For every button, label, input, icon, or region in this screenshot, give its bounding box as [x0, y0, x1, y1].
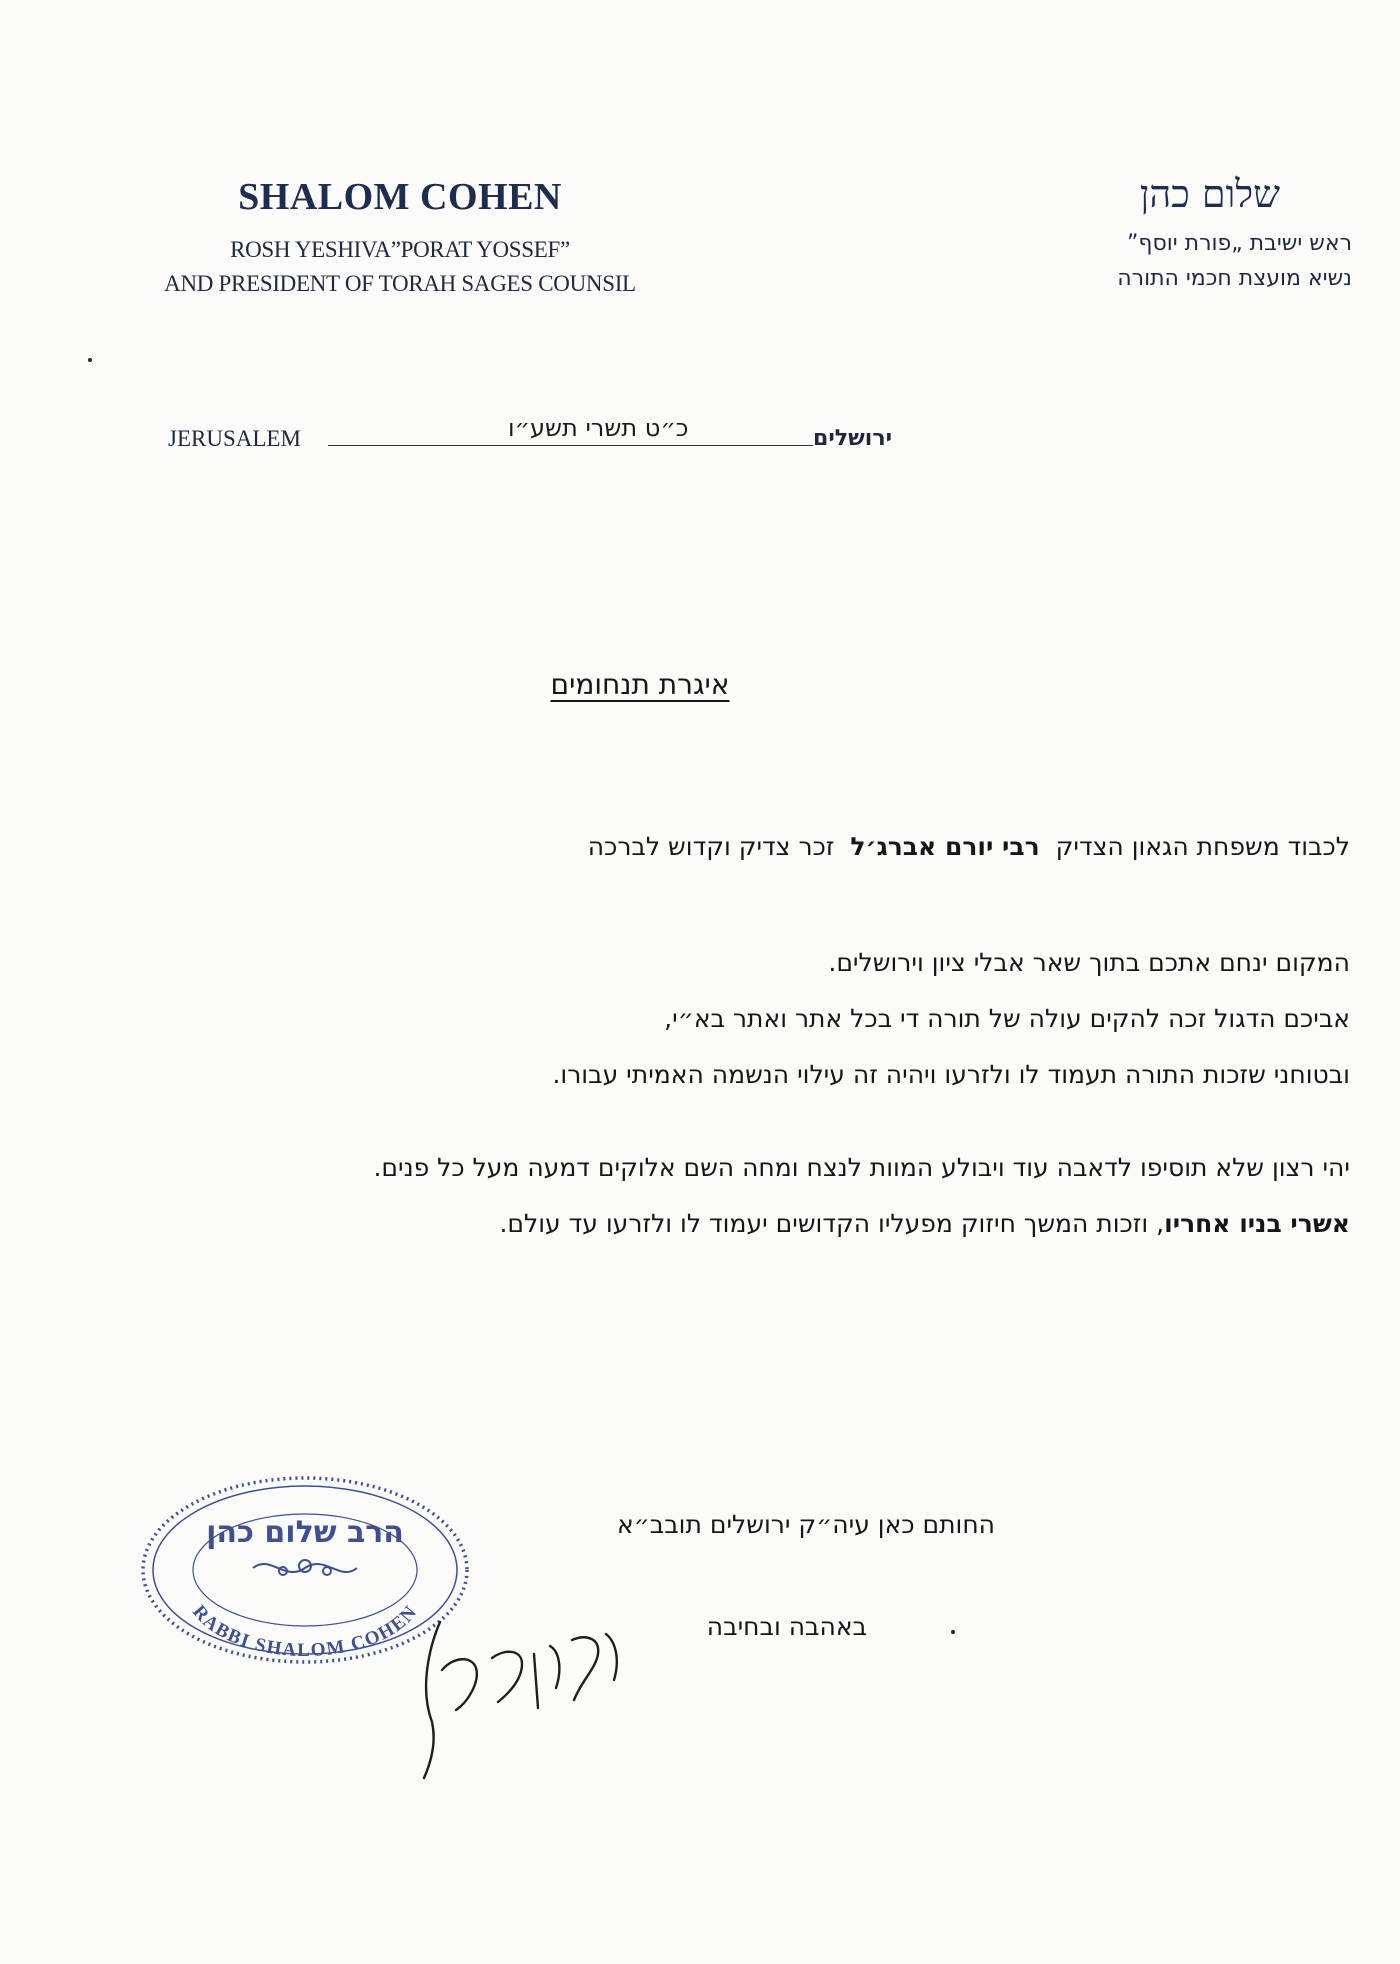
svg-text:RABBI SHALOM COHEN	[188, 1601, 422, 1661]
paragraph-text: , וזכות המשך חיזוק מפעליו הקדושים יעמוד לו ולזרעו עד עולם.	[499, 1209, 1165, 1238]
handwritten-signature	[410, 1610, 650, 1780]
letter-date: כ״ט תשרי תשע״ו	[508, 414, 689, 442]
paragraph-line: יהי רצון שלא תוסיפו לדאבה עוד ויבולע המוות לנצח ומחה השם אלוקים דמעה מעל כל פנים.	[373, 1153, 1350, 1182]
scan-speck	[88, 358, 92, 362]
date-underline	[328, 445, 813, 446]
letterhead-hebrew	[982, 172, 1352, 291]
sender-title-hebrew-1: ראש ישיבת „פורת יוסף”	[1127, 231, 1352, 256]
dateline	[168, 412, 893, 452]
stamp-name-english: RABBI SHALOM COHEN	[188, 1601, 422, 1662]
sender-title-english-2: AND PRESIDENT OF TORAH SAGES COUNSIL	[164, 271, 636, 296]
paragraph-line: אביכם הדגול זכה להקים עולה של תורה די בכל אתר ואתר בא״י,	[664, 1004, 1350, 1033]
sender-name-hebrew: שלום כהן	[1139, 172, 1280, 216]
closing-line: החותם כאן עיה״ק ירושלים תובב״א	[616, 1510, 995, 1539]
city-english: JERUSALEM	[168, 426, 301, 451]
salutation-suffix: זכר צדיק וקדוש לברכה	[587, 832, 835, 861]
paragraph-emphasis: אשרי בניו אחריו	[1164, 1209, 1350, 1238]
stamp-ornament	[253, 1560, 357, 1575]
salutation-recipient: רבי יורם אברג׳ל	[850, 832, 1040, 861]
letter-title: איגרת תנחומים	[550, 668, 730, 701]
salutation	[250, 832, 1350, 861]
paragraph-line: ובטוחני שזכות התורה תעמוד לו ולזרעו ויהיה זה עילוי הנשמה האמיתי עבורו.	[552, 1060, 1350, 1089]
letterhead-english	[150, 175, 650, 297]
scan-speck	[951, 1630, 955, 1634]
sender-name-english: SHALOM COHEN	[238, 176, 562, 218]
title-wrapper	[400, 668, 880, 701]
paragraph-line	[200, 1196, 1350, 1252]
salutation-prefix: לכבוד משפחת הגאון הצדיק	[1055, 832, 1350, 861]
body-paragraph-1	[250, 935, 1350, 1103]
paragraph-line: המקום ינחם אתכם בתוך שאר אבלי ציון וירושלים.	[828, 948, 1350, 977]
stamp-name-hebrew: הרב שלום כהן	[206, 1515, 404, 1550]
body-paragraph-2	[200, 1140, 1350, 1252]
sender-title-hebrew-2: נשיא מועצת חכמי התורה	[1117, 266, 1352, 291]
city-hebrew: ירושלים	[813, 426, 893, 451]
closing-greeting: באהבה ובחיבה	[706, 1612, 867, 1641]
sender-title-english-1: ROSH YESHIVA”PORAT YOSSEF”	[230, 237, 570, 262]
